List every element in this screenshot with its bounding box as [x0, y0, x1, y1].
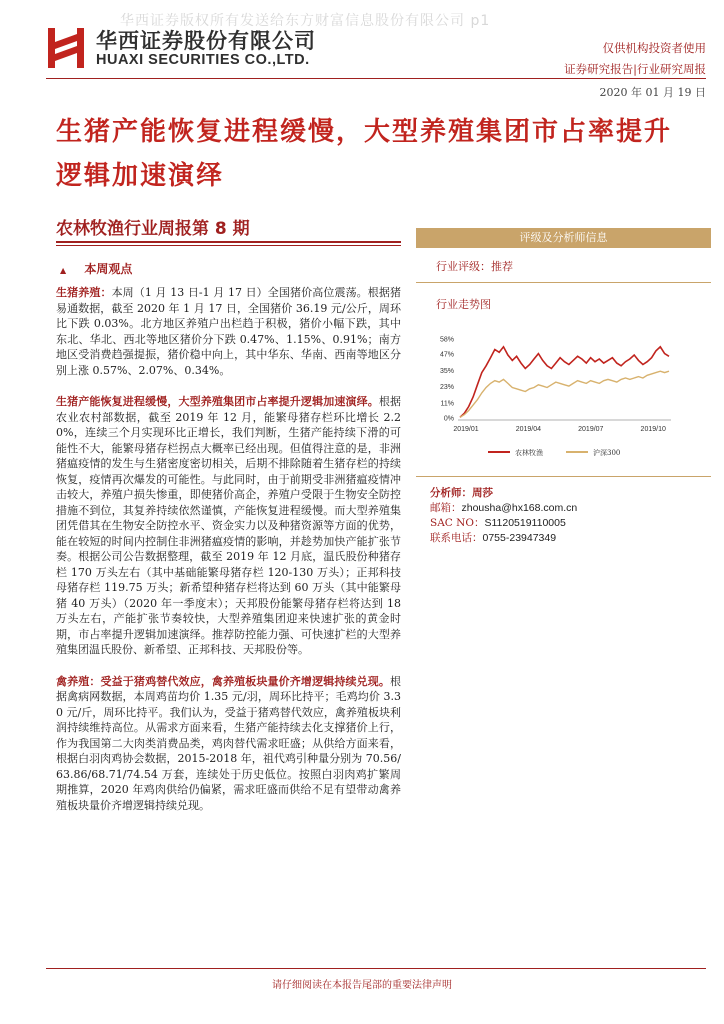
header-divider	[46, 78, 706, 79]
paragraph-body: 根据禽病网数据，本周鸡苗均价 1.35 元/羽，周环比持平；毛鸡均价 3.30 元/斤，周环比持平。我们认为，受益于猪鸡替代效应，禽养殖板块利润持续维持高位。从需求方面来看，生猪产能持续去化支撑猪价上行，作为我国第二大肉类消费品类，鸡肉替代需求旺盛；从供给方面来看，根据白羽肉鸡协会数据，2015-2018 年，祖代鸡引种量分别为 70.56/63.86/68.71/74.54 万套，连续处于历史低位。按照白羽肉鸡扩繁周期推算，2020 年鸡肉供给仍偏紧，需求旺盛而供给不足有望带动禽养殖板块量价齐增逻辑持续兑现。	[56, 674, 401, 812]
paragraph-lead: 生猪养殖：	[56, 286, 112, 299]
analyst-sac: S1120519110005	[484, 517, 566, 529]
sac-label: SAC NO：	[430, 517, 485, 529]
x-tick-label: 2019/04	[515, 426, 542, 433]
report-title: 生猪产能恢复进程缓慢，大型养殖集团市占率提升逻辑加速演绎	[56, 117, 673, 191]
email-label: 邮箱：	[430, 502, 462, 514]
sidebar-divider	[416, 476, 711, 477]
industry-rating: 行业评级：推荐	[436, 260, 513, 273]
paragraph-lead: 禽养殖：受益于猪鸡替代效应，禽养殖板块量价齐增逻辑持续兑现。	[56, 674, 390, 688]
paragraph-poultry	[56, 674, 401, 814]
chart-title: 行业走势图	[436, 298, 491, 311]
analyst-email-row	[430, 501, 724, 516]
sidebar-header: 评级及分析师信息	[416, 228, 711, 248]
analyst-email[interactable]: zhousha@hx168.com.cn	[461, 502, 578, 514]
report-subtitle: 农林牧渔行业周报第 8 期	[56, 219, 250, 239]
paragraph-hog	[56, 285, 401, 378]
report-date: 2020 年 01 月 19 日	[599, 86, 706, 99]
analyst-sac-row	[430, 516, 724, 531]
phone-label: 联系电话：	[430, 532, 483, 544]
paragraph-capacity	[56, 394, 401, 658]
subtitle-divider	[56, 241, 401, 243]
y-tick-label: 0%	[443, 415, 454, 423]
series-line-hs300	[460, 371, 669, 417]
y-tick-label: 58%	[439, 336, 454, 344]
paragraph-body: 根据农业农村部数据，截至 2019 年 12 月，能繁母猪存栏环比增长 2.20%，连续三个月实现环比正增长，我们判断，生猪产能持续下滑的可能性不大，能繁母猪存栏拐点大概率已经出现。但值得注意的是，非洲猪瘟疫情的发生与生猪密度密切相关，后期不排除随着生猪存栏的持续恢复，疫情再次爆发的可能性。与此同时，由于前期受非洲猪瘟疫情冲击较大，养殖户损失惨重，即使猪价高企，养殖户受限于生物安全防控措施不到位，其复养持续依然谨慎，产能恢复进程缓慢。而大型养殖集团凭借其在生物安全防控水平、资金实力以及种猪资源等方面的优势，能在较短的时间内控制住非洲猪瘟疫情的影响，并趁势加快产能扩张节奏。根据公司公告数据整理，截至 2019 年 12 月底，温氏股份种猪存栏 170 万头左右（其中基础能繁母猪存栏 120-130 万头）；正邦科技母猪存栏 119.75 万头；新希望种猪存栏将达到 60 万头（其中能繁母猪 40 万头）（2020 年一季度末）；天邦股份能繁母猪存栏将达到 18 万头左右，产能扩张节奏较快，大型养殖集团迎来快速扩张的黄金时期，市占率提升逻辑加速演绎。推荐防控能力强、可快速扩栏的大型养殖集团温氏股份、新希望、正邦科技、天邦股份等。	[56, 395, 402, 656]
footer-disclaimer: 请仔细阅读在本报告尾部的重要法律声明	[272, 980, 452, 991]
brand-name-en: HUAXI SECURITIES CO.,LTD.	[96, 52, 310, 68]
y-tick-label: 35%	[439, 367, 454, 375]
x-tick-label: 2019/10	[640, 426, 666, 433]
x-tick-label: 2019/07	[578, 426, 604, 433]
legend-label: 沪深300	[593, 449, 621, 457]
usage-note: 仅供机构投资者使用	[602, 41, 706, 55]
triangle-bullet-icon: ▲	[60, 266, 67, 275]
brand-name-cn: 华西证券股份有限公司	[96, 29, 316, 53]
sidebar-divider	[416, 282, 711, 283]
footer-divider	[46, 968, 706, 969]
section-heading	[60, 260, 401, 277]
legend-label: 农林牧渔	[515, 449, 543, 457]
watermark: 华西证券版权所有发送给东方财富信息股份有限公司 p1	[120, 13, 491, 29]
y-tick-label: 23%	[439, 384, 454, 392]
y-tick-label: 47%	[439, 351, 454, 359]
x-tick-label: 2019/01	[453, 426, 479, 433]
section-heading-text: 本周观点	[84, 262, 133, 276]
y-tick-label: 11%	[440, 400, 454, 408]
analyst-phone-row	[430, 531, 724, 546]
analyst-phone: 0755-23947349	[482, 532, 557, 544]
analyst-name: 分析师：周莎	[430, 487, 493, 499]
report-category: 证券研究报告|行业研究周报	[564, 62, 706, 76]
paragraph-lead: 生猪产能恢复进程缓慢，大型养殖集团市占率提升逻辑加速演绎。	[56, 395, 379, 408]
paragraph-body: 本周（1 月 13 日-1 月 17 日）全国猪价高位震荡。根据猪易通数据，截至 2020 年 1 月 17 日，全国猪价 36.19 元/公斤，周环比下跌 0.03%。北方地区养殖户出栏趋于积极，猪价小幅下跌，其中东北、华北、西北等地区猪价分下跌 0.47%、1.15%、0.91%；南方地区受消费趋强提振，猪价稳中向上，其中华东、华南、西南等地区分别上涨 0.57%、2.07%、0.34%。	[56, 286, 402, 377]
analyst-info	[416, 486, 724, 546]
huaxi-logo-icon	[46, 24, 86, 70]
subtitle-divider-thin	[56, 245, 401, 246]
main-content	[56, 260, 401, 829]
industry-trend-chart	[416, 322, 711, 467]
